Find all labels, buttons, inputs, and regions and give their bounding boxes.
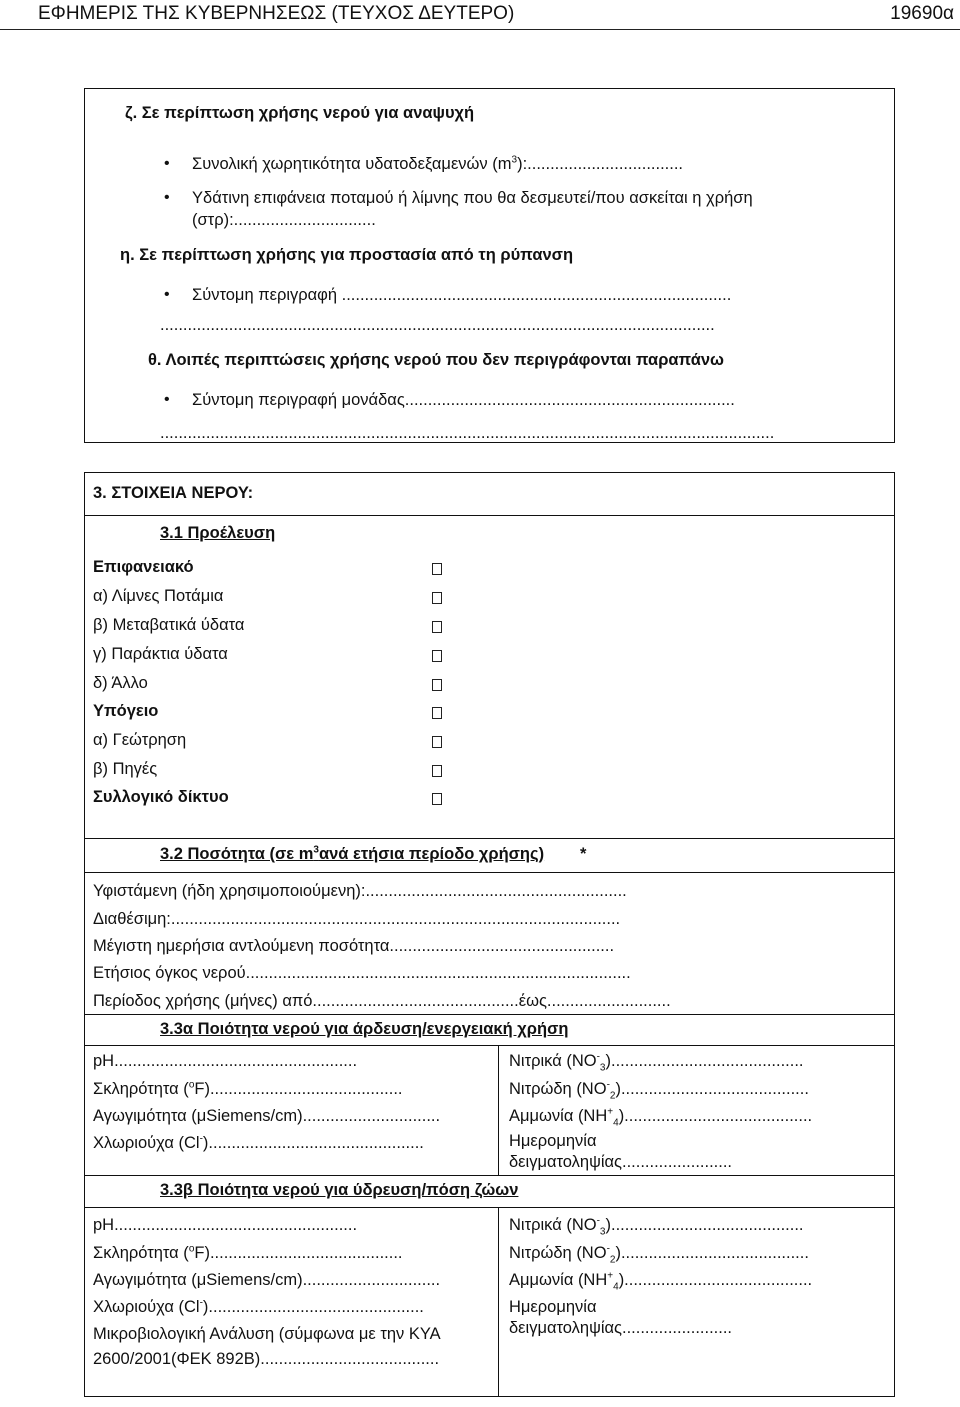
sup: + (607, 1106, 614, 1118)
section-z-item-surface-cont: (στρ):............................... (192, 211, 376, 229)
checkbox-springs[interactable] (432, 765, 442, 777)
text: )............................................... (202, 1298, 424, 1316)
qa-hardness (93, 1080, 403, 1099)
section-th-title: θ. Λοιπές περιπτώσεις χρήσης νερού που δεν περιγράφονται παραπάνω (148, 351, 724, 369)
text: 3.2 Ποσότητα (σε m (160, 845, 314, 863)
text: Σύντομη περιγραφή ..................................................................................... (192, 286, 732, 304)
qb-microbiology-cont: 2600/2001(ΦΕΚ 892Β)....................................... (93, 1350, 440, 1368)
section-z-item-surface (192, 189, 753, 208)
checkbox-coastal[interactable] (432, 650, 442, 662)
divider (84, 1045, 895, 1046)
text: ):.................................. (517, 155, 684, 173)
checkbox-lakes-rivers[interactable] (432, 592, 442, 604)
checkbox-transitional[interactable] (432, 621, 442, 633)
divider (84, 515, 895, 516)
text: Συνολική χωρητικότητα υδατοδεξαμενών (m (192, 155, 512, 173)
qa-nitrites (509, 1079, 809, 1102)
sub: 2 (609, 1254, 616, 1266)
qb-sampling-date-cont: δειγματοληψίας........................ (509, 1319, 733, 1337)
sup: o (188, 1079, 195, 1091)
divider (84, 1207, 895, 1208)
section-th-item-description (192, 391, 735, 410)
divider (84, 872, 895, 873)
sup: + (607, 1270, 614, 1282)
sup: 3 (313, 844, 319, 856)
column-divider (498, 1045, 499, 1175)
section-h-item-description (192, 286, 731, 305)
qb-sampling-date: Ημερομηνία (509, 1298, 597, 1316)
sup: - (596, 1215, 600, 1227)
qb-conductivity: Αγωγιμότητα (μSiemens/cm).............................. (93, 1271, 441, 1289)
section-z-title: ζ. Σε περίπτωση χρήσης νερού για αναψυχή (125, 104, 475, 122)
text: ανά ετήσια περίοδο χρήσης) (318, 845, 545, 863)
text: Υδάτινη επιφάνεια ποταμού ή λίμνης που θα δεσμευτεί/που ασκείται η χρήση (192, 189, 753, 207)
text: )............................................... (202, 1134, 424, 1152)
qb-microbiology: Μικροβιολογική Ανάλυση (σύμφωνα με την ΚΥΑ (93, 1325, 441, 1343)
sup: - (596, 1051, 600, 1063)
text: Σκληρότητα ( (93, 1080, 189, 1098)
qb-ammonia (509, 1270, 813, 1293)
qb-nitrites (509, 1243, 809, 1266)
origin-surface-label: Επιφανειακό (93, 558, 194, 576)
qb-nitrates (509, 1215, 804, 1238)
sup: - (606, 1243, 610, 1255)
text: )......................................... (615, 1080, 809, 1098)
quantity-star: * (580, 845, 587, 863)
quantity-existing: Υφιστάμενη (ήδη χρησιμοποιούμενη):......................................................... (93, 882, 627, 900)
sub: 3 (599, 1062, 606, 1074)
qa-ph: pH..................................................... (93, 1052, 358, 1070)
quantity-annual-volume: Ετήσιος όγκος νερού.................................................................................... (93, 964, 631, 982)
qa-chlorides (93, 1134, 424, 1153)
text: F).......................................... (194, 1244, 403, 1262)
quantity-available: Διαθέσιμη:.................................................................................................. (93, 910, 621, 928)
text: ).......................................... (605, 1216, 804, 1234)
sup: - (199, 1133, 203, 1145)
qa-ammonia (509, 1106, 813, 1129)
sup: 3 (511, 154, 518, 166)
checkbox-borehole[interactable] (432, 736, 442, 748)
quantity-period: Περίοδος χρήσης (μήνες) από.............................................έως........................... (93, 992, 671, 1010)
origin-coastal-label: γ) Παράκτια ύδατα (93, 645, 228, 663)
section-z-item-capacity (192, 155, 683, 174)
divider (84, 1014, 895, 1015)
origin-network-label: Συλλογικό δίκτυο (93, 788, 229, 806)
text: Σκληρότητα ( (93, 1244, 189, 1262)
quantity-title (160, 845, 544, 864)
divider (84, 838, 895, 839)
section-th-dots: ...................................................................................................................................... (160, 424, 775, 442)
sup: - (199, 1297, 203, 1309)
text: Νιτρώδη (NO (509, 1080, 607, 1098)
qb-ph: pH..................................................... (93, 1216, 358, 1234)
text: Νιτρικά (NO (509, 1216, 597, 1234)
text: ).......................................... (605, 1052, 804, 1070)
checkbox-network[interactable] (432, 793, 442, 805)
text: Αμμωνία (NH (509, 1271, 608, 1289)
water-title: 3. ΣΤΟΙΧΕΙΑ ΝΕΡΟΥ: (93, 484, 254, 502)
sub: 3 (599, 1226, 606, 1238)
column-divider (498, 1207, 499, 1397)
page-number: 19690α (890, 3, 954, 24)
origin-lakes-label: α) Λίμνες Ποτάμια (93, 587, 224, 605)
divider (84, 1175, 895, 1176)
origin-springs-label: β) Πηγές (93, 760, 158, 778)
section-h-dots: ......................................................................................................................... (160, 316, 715, 334)
sup: - (606, 1079, 610, 1091)
text: Νιτρώδη (NO (509, 1244, 607, 1262)
quantity-max-daily: Μέγιστη ημερήσια αντλούμενη ποσότητα................................................. (93, 937, 615, 955)
qb-hardness (93, 1244, 403, 1263)
origin-borehole-label: α) Γεώτρηση (93, 731, 187, 749)
qa-sampling-date: Ημερομηνία (509, 1132, 597, 1150)
quality-b-title: 3.3β Ποιότητα νερού για ύδρευση/πόση ζώων (160, 1181, 519, 1199)
text: F).......................................... (194, 1080, 403, 1098)
gazette-title: ΕΦΗΜΕΡΙΣ ΤΗΣ ΚΥΒΕΡΝΗΣΕΩΣ (ΤΕΥΧΟΣ ΔΕΥΤΕΡΟ) (38, 3, 515, 24)
text: Χλωριούχα (Cl (93, 1134, 200, 1152)
quality-a-title: 3.3α Ποιότητα νερού για άρδευση/ενεργειακή χρήση (160, 1020, 569, 1038)
sub: 4 (613, 1117, 619, 1129)
qa-nitrates (509, 1051, 804, 1074)
checkbox-surface[interactable] (432, 563, 442, 575)
usage-sections-box (84, 88, 895, 443)
text: Σύντομη περιγραφή μονάδας........................................................................ (192, 391, 735, 409)
qb-chlorides (93, 1298, 424, 1317)
text: )......................................... (615, 1244, 809, 1262)
checkbox-ground[interactable] (432, 707, 442, 719)
origin-title: 3.1 Προέλευση (160, 524, 276, 542)
checkbox-other[interactable] (432, 679, 442, 691)
origin-ground-label: Υπόγειο (93, 702, 159, 720)
sub: 4 (613, 1281, 619, 1293)
qa-sampling-date-cont: δειγματοληψίας........................ (509, 1153, 733, 1171)
text: )......................................... (618, 1271, 813, 1289)
text: Χλωριούχα (Cl (93, 1298, 200, 1316)
text: Νιτρικά (NO (509, 1052, 597, 1070)
origin-other-label: δ) Άλλο (93, 674, 148, 692)
section-h-title: η. Σε περίπτωση χρήσης για προστασία από τη ρύπανση (120, 246, 574, 264)
header-rule (0, 29, 960, 30)
origin-transitional-label: β) Μεταβατικά ύδατα (93, 616, 245, 634)
text: Αμμωνία (NH (509, 1107, 608, 1125)
sub: 2 (609, 1090, 616, 1102)
sup: o (188, 1243, 195, 1255)
text: )......................................... (618, 1107, 813, 1125)
qa-conductivity: Αγωγιμότητα (μSiemens/cm).............................. (93, 1107, 441, 1125)
